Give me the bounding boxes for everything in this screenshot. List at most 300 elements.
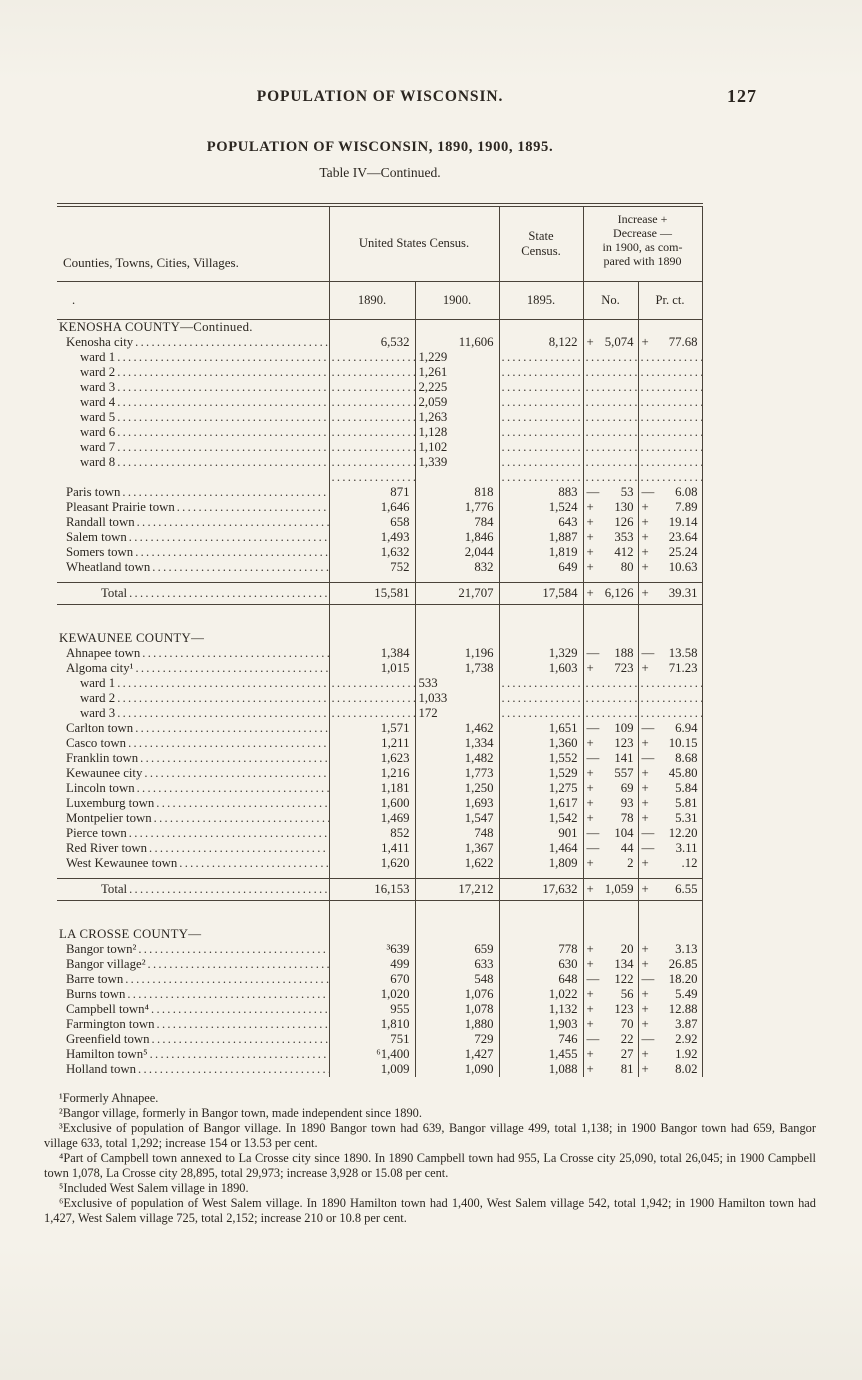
column-header-increase: [583, 205, 702, 281]
cell-empty: [415, 575, 499, 583]
sign: +: [641, 986, 649, 1001]
sign: —: [641, 720, 655, 735]
cell-prct: [638, 1047, 702, 1062]
cell-1900: 548: [415, 972, 499, 987]
sign: —: [586, 720, 600, 735]
row-label: ward 2: [80, 690, 116, 705]
cell-1890: 1,211: [329, 736, 415, 751]
table-row: [57, 826, 702, 841]
running-head: POPULATION OF WISCONSIN.: [256, 88, 504, 105]
sign: +: [641, 529, 649, 544]
cell-1900: 1,263: [415, 410, 499, 425]
sign: +: [586, 941, 594, 956]
value: 45.80: [668, 765, 698, 780]
table-row: [57, 365, 702, 380]
cell-1895: 8,122: [499, 335, 583, 350]
row-label: ward 3: [80, 705, 116, 720]
sign: +: [641, 559, 649, 574]
sign: +: [586, 735, 594, 750]
sign: +: [641, 810, 649, 825]
value: 130: [614, 499, 634, 514]
dotted-leader: [639, 380, 702, 395]
value: 71.23: [668, 660, 698, 675]
cell-1890: ⁶1,400: [329, 1047, 415, 1062]
value: 5.81: [675, 795, 698, 810]
value: 1,059: [604, 882, 634, 896]
table-row: [57, 987, 702, 1002]
cell-1900: 1,078: [415, 1002, 499, 1017]
cell-1890: ³639: [329, 942, 415, 957]
cell-no: [583, 721, 638, 736]
cell-1900: [415, 470, 499, 485]
cell-no: [583, 425, 638, 440]
cell-1890: 1,493: [329, 530, 415, 545]
cell-1890: 852: [329, 826, 415, 841]
dotted-leader: [117, 676, 328, 691]
value: 78: [620, 810, 634, 825]
dotted-leader: [157, 1017, 329, 1032]
cell-name: [57, 766, 329, 781]
dotted-leader: [177, 500, 329, 515]
cell-name: [57, 751, 329, 766]
cell-1900: 1,622: [415, 856, 499, 871]
cell-no: [583, 583, 638, 605]
table-row: [57, 425, 702, 440]
cell-name: [57, 455, 329, 470]
value: 5,074: [604, 334, 634, 349]
sign: +: [586, 514, 594, 529]
sign: +: [586, 1001, 594, 1016]
cell-empty: [57, 605, 329, 631]
cell-name: [57, 811, 329, 826]
value: 69: [620, 780, 634, 795]
value: 27: [620, 1046, 634, 1061]
dotted-leader: [330, 706, 415, 721]
row-label: ward 2: [80, 364, 116, 379]
row-label: West Kewaunee town: [66, 855, 178, 870]
sign: +: [641, 735, 649, 750]
cell-1900: 1,196: [415, 646, 499, 661]
sign: —: [641, 840, 655, 855]
cell-no: [583, 350, 638, 365]
row-label: Algoma city¹: [66, 660, 134, 675]
table-row: [57, 530, 702, 545]
cell-1895: 746: [499, 1032, 583, 1047]
cell-1890: 1,600: [329, 796, 415, 811]
value: 2: [627, 855, 634, 870]
sign: +: [586, 544, 594, 559]
cell-1900: 1,482: [415, 751, 499, 766]
value: 80: [620, 559, 634, 574]
dotted-leader: [117, 440, 328, 455]
cell-1900: 1,033: [415, 691, 499, 706]
cell-no: [583, 766, 638, 781]
cell-empty: [329, 631, 415, 646]
value: 7.89: [675, 499, 698, 514]
cell-1895: 1,022: [499, 987, 583, 1002]
cell-empty: [638, 871, 702, 879]
footnote: ²Bangor village, formerly in Bangor town, made independent since 1890.: [59, 1105, 422, 1120]
cell-prct: [638, 646, 702, 661]
cell-no: [583, 1062, 638, 1077]
cell-prct: [638, 485, 702, 500]
dotted-leader: [135, 335, 328, 350]
cell-empty: [57, 871, 329, 879]
cell-1895: [499, 350, 583, 365]
spacer-row: [57, 871, 702, 879]
dotted-leader: [129, 882, 328, 897]
value: 6.55: [675, 882, 698, 896]
cell-1900: 818: [415, 485, 499, 500]
dotted-leader: [117, 410, 328, 425]
cell-name: [57, 631, 329, 646]
dotted-leader: [639, 676, 702, 691]
table-row: [57, 661, 702, 676]
cell-name: [57, 646, 329, 661]
value: 26.85: [668, 956, 698, 971]
table-row: [57, 560, 702, 575]
sign: —: [586, 825, 600, 840]
dotted-leader: [128, 736, 328, 751]
sign: +: [641, 1061, 649, 1076]
cell-empty: [415, 927, 499, 942]
cell-1900: 1,773: [415, 766, 499, 781]
section-heading-row: [57, 927, 702, 942]
cell-1900: 1,334: [415, 736, 499, 751]
row-label: Hamilton town⁵: [66, 1046, 148, 1061]
dotted-leader: [639, 395, 702, 410]
table-row: [57, 1032, 702, 1047]
cell-name: [57, 1047, 329, 1062]
value: 18.20: [668, 971, 698, 986]
cell-1900: 729: [415, 1032, 499, 1047]
cell-1895: 17,632: [499, 879, 583, 901]
dotted-leader: [330, 365, 415, 380]
sign: +: [641, 1016, 649, 1031]
sign: +: [641, 941, 649, 956]
row-label: Farmington town: [66, 1016, 155, 1031]
cell-1895: [499, 440, 583, 455]
cell-name: [57, 1062, 329, 1077]
dotted-leader: [500, 380, 583, 395]
dotted-leader: [639, 470, 702, 485]
dotted-leader: [330, 470, 415, 485]
cell-name: [57, 826, 329, 841]
row-label: Pleasant Prairie town: [66, 499, 175, 514]
cell-empty: [638, 605, 702, 631]
cell-1890: [329, 706, 415, 721]
cell-prct: [638, 1017, 702, 1032]
value: 6,126: [604, 586, 634, 600]
sign: +: [586, 499, 594, 514]
dotted-leader: [584, 365, 638, 380]
cell-prct: [638, 365, 702, 380]
column-header-stub: Counties, Towns, Cities, Villages.: [57, 205, 329, 281]
cell-no: [583, 530, 638, 545]
footnote: ⁵Included West Salem village in 1890.: [59, 1180, 249, 1195]
cell-no: [583, 676, 638, 691]
sign: —: [641, 971, 655, 986]
sign: +: [641, 660, 649, 675]
table-row: [57, 395, 702, 410]
value: 104: [614, 825, 634, 840]
cell-1900: 2,059: [415, 395, 499, 410]
cell-1900: 1,367: [415, 841, 499, 856]
column-header-1895: 1895.: [499, 281, 583, 319]
total-row: [57, 583, 702, 605]
dotted-leader: [500, 455, 583, 470]
row-label: ward 7: [80, 439, 116, 454]
cell-1895: [499, 395, 583, 410]
sign: +: [641, 855, 649, 870]
dotted-leader: [639, 365, 702, 380]
cell-1890: 1,384: [329, 646, 415, 661]
cell-no: [583, 646, 638, 661]
sign: —: [586, 750, 600, 765]
dotted-leader: [584, 455, 638, 470]
sign: +: [586, 780, 594, 795]
cell-prct: [638, 856, 702, 871]
footnote: ¹Formerly Ahnapee.: [59, 1090, 159, 1105]
table-row: [57, 440, 702, 455]
cell-1895: 1,132: [499, 1002, 583, 1017]
dotted-leader: [150, 1047, 329, 1062]
sign: +: [586, 660, 594, 675]
cell-empty: [499, 631, 583, 646]
sign: —: [641, 825, 655, 840]
value: 19.14: [668, 514, 698, 529]
cell-no: [583, 500, 638, 515]
cell-name: [57, 879, 329, 901]
sign: —: [586, 840, 600, 855]
dotted-leader: [137, 515, 329, 530]
dotted-leader: [117, 425, 328, 440]
dotted-leader: [330, 395, 415, 410]
header-row-groups: [57, 205, 702, 281]
cell-1895: 1,088: [499, 1062, 583, 1077]
cell-no: [583, 515, 638, 530]
dotted-leader: [135, 661, 328, 676]
row-label: ward 1: [80, 349, 116, 364]
cell-name: [57, 335, 329, 350]
cell-no: [583, 736, 638, 751]
cell-no: [583, 796, 638, 811]
value: 412: [614, 544, 634, 559]
cell-no: [583, 395, 638, 410]
sign: +: [586, 1061, 594, 1076]
dotted-leader: [500, 350, 583, 365]
value: 12.20: [668, 825, 698, 840]
cell-name: [57, 691, 329, 706]
cell-name: [57, 987, 329, 1002]
cell-1890: 1,181: [329, 781, 415, 796]
cell-empty: [415, 901, 499, 927]
row-label: Montpelier town: [66, 810, 152, 825]
cell-prct: [638, 676, 702, 691]
cell-no: [583, 1047, 638, 1062]
dotted-leader: [584, 470, 638, 485]
cell-prct: [638, 470, 702, 485]
dotted-leader: [584, 410, 638, 425]
sign: +: [586, 882, 594, 896]
header-row-years: [57, 281, 702, 319]
section-gap-row: [57, 901, 702, 927]
dotted-leader: [138, 1062, 328, 1077]
row-label: Kenosha city: [66, 334, 134, 349]
cell-1890: 1,571: [329, 721, 415, 736]
cell-name: [57, 425, 329, 440]
dotted-leader: [330, 380, 415, 395]
column-header-no: No.: [583, 281, 638, 319]
cell-empty: [638, 575, 702, 583]
cell-prct: [638, 560, 702, 575]
cell-1900: 1,250: [415, 781, 499, 796]
cell-prct: [638, 380, 702, 395]
row-label: Franklin town: [66, 750, 139, 765]
dotted-leader: [135, 721, 328, 736]
row-label: ward 5: [80, 409, 116, 424]
stub-mark: .: [57, 281, 329, 319]
cell-empty: [583, 901, 638, 927]
value: 56: [620, 986, 634, 1001]
table-row: [57, 721, 702, 736]
cell-empty: [329, 575, 415, 583]
cell-1890: 15,581: [329, 583, 415, 605]
spacer-row: [57, 575, 702, 583]
value: 353: [614, 529, 634, 544]
sign: +: [641, 795, 649, 810]
cell-1900: 1,102: [415, 440, 499, 455]
cell-name: [57, 365, 329, 380]
cell-1900: 1,738: [415, 661, 499, 676]
cell-1895: 1,887: [499, 530, 583, 545]
cell-no: [583, 987, 638, 1002]
cell-no: [583, 560, 638, 575]
cell-name: [57, 1002, 329, 1017]
cell-empty: [638, 927, 702, 942]
cell-prct: [638, 987, 702, 1002]
dotted-leader: [330, 440, 415, 455]
cell-empty: [499, 319, 583, 335]
cell-1900: 1,547: [415, 811, 499, 826]
cell-empty: [57, 901, 329, 927]
dotted-leader: [584, 440, 638, 455]
cell-1890: 1,020: [329, 987, 415, 1002]
value: 557: [614, 765, 634, 780]
value: 23.64: [668, 529, 698, 544]
table-row: [57, 957, 702, 972]
footnotes: [44, 1091, 816, 1226]
value: 3.87: [675, 1016, 698, 1031]
cell-1890: [329, 470, 415, 485]
value: 3.13: [675, 941, 698, 956]
sign: —: [586, 645, 600, 660]
cell-no: [583, 545, 638, 560]
cell-prct: [638, 350, 702, 365]
row-label: Salem town: [66, 529, 127, 544]
row-label: Somers town: [66, 544, 134, 559]
cell-1900: 533: [415, 676, 499, 691]
value: 10.63: [668, 559, 698, 574]
cell-empty: [583, 319, 638, 335]
value: 134: [614, 956, 634, 971]
cell-prct: [638, 1062, 702, 1077]
cell-empty: [329, 901, 415, 927]
value: 70: [620, 1016, 634, 1031]
table-title: POPULATION OF WISCONSIN, 1890, 1900, 1895.: [206, 139, 554, 155]
cell-no: [583, 957, 638, 972]
table-body: [57, 319, 702, 1077]
column-header-1900: 1900.: [415, 281, 499, 319]
cell-name: [57, 530, 329, 545]
cell-name: [57, 319, 329, 335]
table-row: [57, 676, 702, 691]
cell-prct: [638, 766, 702, 781]
cell-empty: [415, 871, 499, 879]
cell-name: [57, 676, 329, 691]
cell-1890: 1,623: [329, 751, 415, 766]
dotted-leader: [154, 811, 329, 826]
value: 141: [614, 750, 634, 765]
cell-1890: [329, 395, 415, 410]
cell-prct: [638, 972, 702, 987]
dotted-leader: [330, 455, 415, 470]
table-row: [57, 972, 702, 987]
cell-name: [57, 856, 329, 871]
cell-prct: [638, 410, 702, 425]
row-label: Kewaunee city: [66, 765, 143, 780]
dotted-leader: [125, 972, 328, 987]
value: 8.02: [675, 1061, 698, 1076]
cell-name: [57, 1032, 329, 1047]
dotted-leader: [148, 957, 329, 972]
dotted-leader: [179, 856, 328, 871]
table-row: [57, 1002, 702, 1017]
cell-empty: [583, 927, 638, 942]
table-row: [57, 856, 702, 871]
row-label: Ahnapee town: [66, 645, 141, 660]
row-label: ward 3: [80, 379, 116, 394]
dotted-leader: [500, 706, 583, 721]
dotted-leader: [639, 425, 702, 440]
cell-1890: [329, 365, 415, 380]
table-row: [57, 736, 702, 751]
cell-no: [583, 811, 638, 826]
cell-prct: [638, 751, 702, 766]
dotted-leader: [584, 706, 638, 721]
row-label: Red River town: [66, 840, 148, 855]
cell-prct: [638, 500, 702, 515]
cell-no: [583, 455, 638, 470]
cell-name: [57, 440, 329, 455]
sign: +: [586, 529, 594, 544]
cell-1895: 778: [499, 942, 583, 957]
sign: +: [586, 810, 594, 825]
dotted-leader: [500, 395, 583, 410]
dotted-leader: [584, 395, 638, 410]
table-row: [57, 500, 702, 515]
cell-1890: 955: [329, 1002, 415, 1017]
cell-1890: 1,009: [329, 1062, 415, 1077]
cell-prct: [638, 583, 702, 605]
increase-header-line: Increase +: [617, 212, 668, 226]
cell-prct: [638, 811, 702, 826]
table-row: [57, 485, 702, 500]
cell-empty: [638, 901, 702, 927]
dotted-leader: [584, 691, 638, 706]
dotted-leader: [156, 796, 328, 811]
cell-1900: 1,229: [415, 350, 499, 365]
